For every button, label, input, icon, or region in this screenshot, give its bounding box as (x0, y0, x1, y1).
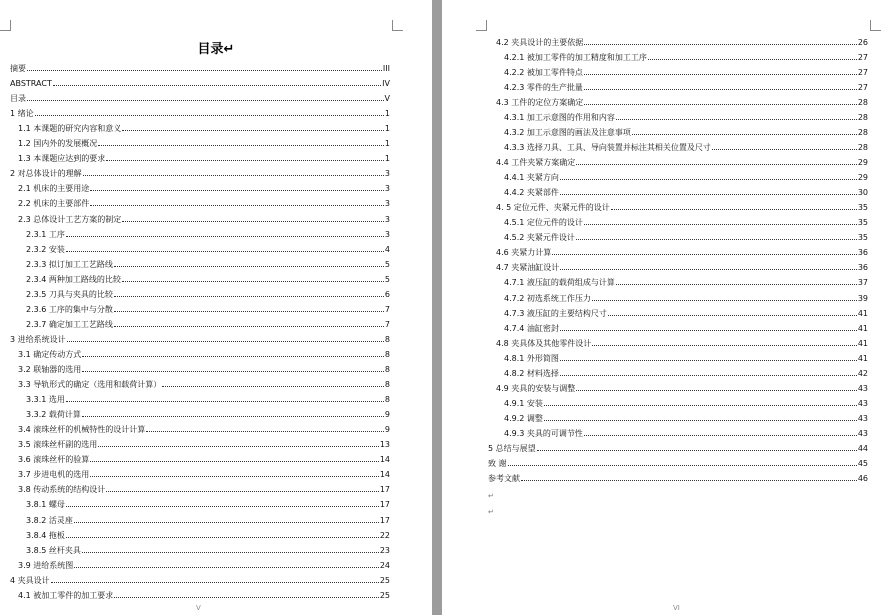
toc-entry-page-number: 43 (857, 398, 868, 408)
toc-entry-label: 4.2.3 零件的生产批量 (504, 83, 583, 93)
toc-entry-page-number: 41 (857, 353, 868, 363)
toc-leader-dots (106, 160, 384, 161)
crop-mark-top-right (870, 20, 881, 31)
toc-entry-label: 4.6 夹紧力计算 (496, 248, 552, 258)
toc-entry-label: 4.9.1 安装 (504, 398, 543, 408)
toc-entry[interactable] (496, 203, 868, 213)
toc-leader-dots (560, 194, 857, 195)
toc-entry-page-number: 26 (857, 38, 868, 47)
toc-entry-label: 3.6 滚珠丝杆的验算 (18, 455, 90, 465)
toc-leader-dots (106, 491, 379, 492)
toc-entry-page-number: 14 (379, 470, 390, 480)
toc-entry[interactable] (504, 278, 868, 288)
toc-entry-page-number: 1 (384, 109, 390, 119)
toc-entry-page-number: 1 (384, 124, 390, 134)
toc-entry[interactable] (18, 154, 390, 164)
toc-leader-dots (114, 266, 384, 267)
toc-entry[interactable] (26, 410, 390, 420)
toc-entry-label: 4.8.1 外形简图 (504, 353, 559, 363)
toc-entry[interactable] (18, 591, 390, 601)
toc-entry[interactable] (18, 199, 390, 209)
toc-entry[interactable] (496, 339, 868, 349)
toc-entry[interactable] (10, 335, 390, 345)
toc-leader-dots (98, 145, 384, 146)
toc-entry-page-number: 28 (857, 98, 868, 108)
toc-entry-label: 2.3 总体设计工艺方案的制定 (18, 214, 122, 224)
toc-entry[interactable] (18, 184, 390, 194)
toc-entry-label: 2.2 机床的主要部件 (18, 199, 90, 209)
toc-leader-dots (560, 179, 857, 180)
toc-entry-page-number: 41 (857, 323, 868, 333)
toc-entry[interactable] (18, 350, 390, 360)
toc-leader-dots (608, 315, 857, 316)
toc-entry[interactable] (26, 546, 390, 556)
toc-entry[interactable] (10, 64, 390, 74)
toc-entry-label: 5 总结与展望 (488, 443, 536, 453)
toc-entry[interactable] (496, 158, 868, 168)
toc-entry[interactable] (496, 384, 868, 394)
toc-entry[interactable] (26, 245, 390, 255)
toc-entry-page-number: 43 (857, 383, 868, 393)
toc-entry-page-number: 17 (379, 500, 390, 510)
toc-entry-page-number: 35 (857, 233, 868, 243)
toc-entry-page-number: 29 (857, 173, 868, 183)
toc-entry-label: 目录 (10, 94, 26, 104)
toc-leader-dots (560, 360, 857, 361)
toc-entry[interactable] (504, 188, 868, 198)
toc-entry[interactable] (26, 230, 390, 240)
toc-entry[interactable] (18, 561, 390, 571)
toc-entry-page-number: 43 (857, 428, 868, 438)
toc-entry[interactable] (10, 169, 390, 179)
toc-entry[interactable] (504, 218, 868, 228)
toc-leader-dots (544, 405, 857, 406)
toc-entry[interactable] (26, 275, 390, 285)
toc-leader-dots (98, 446, 379, 447)
toc-entry[interactable] (26, 290, 390, 300)
toc-leader-dots (592, 300, 857, 301)
toc-entry-page-number: 7 (384, 304, 390, 314)
toc-leader-dots (712, 149, 857, 150)
toc-leader-dots (114, 296, 384, 297)
toc-entry-label: 4.7.4 油缸密封 (504, 323, 559, 333)
toc-entry[interactable] (26, 320, 390, 330)
toc-leader-dots (27, 70, 382, 71)
toc-leader-dots (537, 450, 857, 451)
toc-entry-label: 3.5 滚珠丝杆副的选用 (18, 440, 98, 450)
toc-entry[interactable] (504, 143, 868, 153)
toc-entry-label: 摘要 (10, 64, 26, 73)
toc-entry-label: 4.2 夹具设计的主要依据 (496, 38, 584, 47)
toc-entry-label: 1.1 本课题的研究内容和意义 (18, 124, 122, 134)
toc-entry[interactable] (10, 94, 390, 104)
toc-entry-page-number: 29 (857, 158, 868, 168)
toc-entry-page-number: 27 (857, 53, 868, 63)
toc-entry-label: 4.5.2 夹紧元件设计 (504, 233, 575, 243)
toc-entry-page-number: 28 (857, 128, 868, 138)
paragraph-mark: ↵ (488, 508, 494, 516)
toc-entry[interactable] (26, 395, 390, 405)
toc-entry-page-number: 37 (857, 278, 868, 288)
toc-entry-page-number: 28 (857, 113, 868, 123)
toc-entry-page-number: 41 (857, 308, 868, 318)
toc-entry-label: 4.9 夹具的安装与调整 (496, 383, 576, 393)
toc-entry-label: 3.2 联轴器的选用 (18, 365, 82, 374)
toc-entry-label: 4.4 工件夹紧方案确定 (496, 158, 576, 168)
toc-leader-dots (114, 597, 379, 598)
toc-entry-page-number: 8 (384, 365, 390, 374)
toc-entry-page-number: III (382, 64, 390, 73)
toc-entry[interactable] (504, 294, 868, 304)
toc-entry[interactable] (18, 139, 390, 149)
toc-entry-label: 4.4.1 夹紧方向 (504, 173, 559, 183)
toc-entry[interactable] (18, 470, 390, 480)
toc-entry-label: 3.4 滚珠丝杆的机械特性的设计计算 (18, 425, 146, 435)
toc-entry[interactable] (18, 485, 390, 495)
toc-entry-page-number: 7 (384, 319, 390, 329)
toc-leader-dots (616, 284, 857, 285)
toc-entry[interactable] (504, 68, 868, 78)
toc-entry-page-number: 8 (384, 334, 390, 344)
toc-leader-dots (82, 552, 379, 553)
toc-entry-page-number: 8 (384, 349, 390, 359)
toc-entry-label: 4.3 工件的定位方案确定 (496, 98, 584, 108)
toc-entry-label: 4.1 被加工零件的加工要求 (18, 590, 114, 600)
toc-leader-dots (83, 175, 384, 176)
toc-entry-label: 4.8.2 材料选择 (504, 368, 559, 378)
toc-entry-page-number: 43 (857, 413, 868, 423)
toc-entry-page-number: 42 (857, 368, 868, 378)
toc-leader-dots (66, 537, 379, 538)
toc-entry-page-number: 41 (857, 338, 868, 348)
toc-entry-label: 4.7.1 液压缸的载荷组成与计算 (504, 278, 615, 288)
toc-leader-dots (560, 330, 857, 331)
toc-entry-page-number: 1 (384, 154, 390, 164)
toc-leader-dots (114, 326, 384, 327)
toc-entry-label: 2.3.1 工序 (26, 229, 65, 239)
toc-entry-label: 2.3.2 安装 (26, 244, 65, 254)
toc-leader-dots (584, 74, 857, 75)
toc-entry-page-number: 35 (857, 218, 868, 228)
toc-entry-page-number: 30 (857, 188, 868, 198)
toc-entry-page-number: 17 (379, 485, 390, 495)
toc-entry-label: 3.8 传动系统的结构设计 (18, 485, 106, 495)
toc-entry-label: 3.7 步进电机的选用 (18, 470, 90, 480)
toc-leader-dots (122, 221, 384, 222)
toc-entry-label: 4.7 夹紧油缸设计 (496, 263, 560, 273)
toc-leader-dots (74, 567, 379, 568)
toc-entry-label: 4.9.3 夹具的可调节性 (504, 428, 583, 438)
toc-entry-label: 4.8 夹具体及其他零件设计 (496, 338, 592, 348)
toc-leader-dots (53, 85, 381, 86)
toc-leader-dots (146, 431, 384, 432)
toc-entry[interactable] (504, 354, 868, 364)
toc-entry-page-number: 44 (857, 443, 868, 453)
toc-leader-dots (592, 345, 857, 346)
toc-entry[interactable] (488, 459, 868, 469)
toc-leader-dots (82, 416, 384, 417)
toc-entry-label: 3.8.1 螺母 (26, 500, 65, 510)
toc-entry-page-number: 45 (857, 458, 868, 468)
toc-entry-page-number: 3 (384, 169, 390, 179)
toc-entry-label: 2.3.6 工序的集中与分散 (26, 304, 113, 314)
toc-entry-page-number: 36 (857, 248, 868, 258)
toc-leader-dots (27, 100, 384, 101)
toc-leader-dots (90, 476, 379, 477)
toc-entry-label: 3 进给系统设计 (10, 334, 66, 344)
toc-entry-label: 2.3.3 拟订加工工艺路线 (26, 259, 113, 269)
document-page-right (442, 0, 888, 615)
toc-entry-page-number: 6 (384, 289, 390, 299)
toc-entry[interactable] (18, 455, 390, 465)
toc-entry-label: 4. 5 定位元件、夹紧元件的设计 (496, 203, 610, 213)
toc-entry[interactable] (18, 365, 390, 375)
toc-entry-label: 3.8.4 拖板 (26, 530, 65, 540)
toc-entry[interactable] (504, 128, 868, 138)
toc-entry[interactable] (504, 369, 868, 379)
toc-entry[interactable] (488, 444, 868, 454)
toc-entry-label: 参考文献 (488, 473, 520, 483)
crop-mark-top-left (476, 20, 487, 31)
toc-leader-dots (66, 506, 379, 507)
toc-leader-dots (584, 44, 857, 45)
toc-entry-page-number: 3 (384, 199, 390, 209)
toc-entry-page-number: 27 (857, 83, 868, 93)
toc-entry-label: 2.3.4 两种加工路线的比较 (26, 274, 121, 284)
toc-entry[interactable] (504, 429, 868, 439)
toc-entry-page-number: 9 (384, 410, 390, 420)
toc-entry-page-number: 1 (384, 139, 390, 149)
toc-entry-page-number: 9 (384, 425, 390, 435)
toc-leader-dots (521, 480, 857, 481)
toc-entry[interactable] (18, 425, 390, 435)
toc-entry-label: 3.1 确定传动方式 (18, 349, 82, 359)
toc-entry-page-number: 3 (384, 229, 390, 239)
toc-entry[interactable] (26, 305, 390, 315)
toc-entry[interactable] (10, 79, 390, 89)
toc-leader-dots (82, 371, 384, 372)
toc-entry[interactable] (26, 500, 390, 510)
toc-entry[interactable] (504, 324, 868, 334)
toc-entry[interactable] (26, 531, 390, 541)
toc-entry-page-number: 27 (857, 68, 868, 78)
toc-entry-label: 4.3.1 加工示意图的作用和内容 (504, 113, 615, 123)
toc-leader-dots (616, 119, 857, 120)
toc-entry-page-number: 4 (384, 244, 390, 254)
toc-leader-dots (632, 134, 857, 135)
toc-entry-label: 2.3.7 确定加工工艺路线 (26, 319, 113, 329)
toc-entry-label: 2 对总体设计的理解 (10, 169, 82, 179)
toc-entry-label: 4.3.3 选择刀具、工具、导向装置并标注其相关位置及尺寸 (504, 143, 711, 153)
toc-entry[interactable] (504, 309, 868, 319)
toc-entry[interactable] (496, 263, 868, 273)
toc-entry-label: 4.2.1 被加工零件的加工精度和加工工序 (504, 53, 647, 63)
toc-entry-page-number: 28 (857, 143, 868, 153)
toc-entry[interactable] (504, 53, 868, 63)
toc-title: 目录↵ (197, 42, 235, 57)
toc-entry[interactable] (26, 516, 390, 526)
toc-entry-page-number: 5 (384, 259, 390, 269)
toc-leader-dots (560, 269, 857, 270)
toc-leader-dots (122, 281, 384, 282)
toc-entry-page-number: 23 (379, 545, 390, 555)
toc-entry-label: 1.3 本课题应达到的要求 (18, 154, 106, 164)
toc-entry[interactable] (18, 440, 390, 450)
toc-entry-page-number: 24 (379, 560, 390, 570)
toc-leader-dots (584, 224, 857, 225)
toc-entry-label: 1 绪论 (10, 109, 34, 119)
toc-entry-label: 3.9 进给系统图 (18, 560, 74, 570)
toc-entry-page-number: V (384, 94, 390, 104)
toc-leader-dots (67, 341, 384, 342)
toc-entry[interactable] (10, 576, 390, 586)
toc-entry-label: 2.1 机床的主要用途 (18, 184, 90, 194)
toc-leader-dots (35, 115, 384, 116)
toc-entry-label: 1.2 国内外的发展概况 (18, 139, 98, 149)
toc-leader-dots (648, 59, 857, 60)
toc-entry[interactable] (496, 98, 868, 108)
toc-leader-dots (51, 582, 379, 583)
toc-entry-page-number: 39 (857, 293, 868, 303)
toc-leader-dots (611, 209, 857, 210)
toc-entry-page-number: 3 (384, 184, 390, 194)
crop-mark-top-left (0, 20, 11, 31)
toc-entry-label: 3.3 导轨形式的确定（选用和载荷计算） (18, 380, 162, 390)
toc-entry-page-number: 25 (379, 590, 390, 600)
toc-entry-label: 4.4.2 夹紧部件 (504, 188, 559, 198)
toc-entry-page-number: 14 (379, 455, 390, 465)
toc-entry-page-number: 3 (384, 214, 390, 224)
paragraph-mark: ↵ (488, 492, 494, 500)
toc-entry[interactable] (26, 260, 390, 270)
toc-entry[interactable] (18, 380, 390, 390)
toc-entry-page-number: 8 (384, 380, 390, 390)
toc-entry[interactable] (496, 248, 868, 258)
toc-entry-page-number: 22 (379, 530, 390, 540)
toc-leader-dots (122, 130, 384, 131)
toc-leader-dots (584, 104, 857, 105)
toc-entry[interactable] (488, 474, 868, 484)
toc-entry-page-number: 8 (384, 395, 390, 405)
toc-entry-page-number: IV (382, 79, 390, 89)
toc-leader-dots (114, 311, 384, 312)
toc-leader-dots (508, 465, 857, 466)
toc-leader-dots (74, 522, 379, 523)
toc-leader-dots (552, 254, 857, 255)
toc-entry-label: 4.3.2 加工示意图的画法及注意事项 (504, 128, 631, 138)
toc-leader-dots (66, 401, 384, 402)
toc-leader-dots (66, 251, 384, 252)
toc-entry[interactable] (18, 124, 390, 134)
toc-leader-dots (576, 164, 857, 165)
toc-leader-dots (82, 356, 384, 357)
toc-entry[interactable] (504, 414, 868, 424)
toc-entry-label: ABSTRACT (10, 79, 52, 89)
page-number-footer: V (196, 604, 201, 612)
toc-leader-dots (576, 390, 857, 391)
toc-leader-dots (66, 236, 384, 237)
toc-entry-page-number: 36 (857, 263, 868, 273)
toc-entry[interactable] (18, 215, 390, 225)
toc-entry-label: 3.3.2 载荷计算 (26, 410, 81, 420)
document-page-left (0, 0, 432, 615)
toc-entry[interactable] (504, 173, 868, 183)
toc-entry-label: 3.8.5 丝杆夹具 (26, 545, 81, 555)
toc-leader-dots (584, 435, 857, 436)
toc-entry-label: 4.5.1 定位元件的设计 (504, 218, 583, 228)
toc-entry-label: 4.7.3 液压缸的主要结构尺寸 (504, 308, 607, 318)
toc-leader-dots (544, 420, 857, 421)
toc-entry-page-number: 46 (857, 473, 868, 483)
toc-entry-page-number: 17 (379, 515, 390, 525)
toc-leader-dots (576, 239, 857, 240)
toc-leader-dots (584, 89, 857, 90)
toc-entry[interactable] (504, 113, 868, 123)
toc-entry-label: 4.2.2 被加工零件特点 (504, 68, 583, 78)
toc-entry[interactable] (504, 399, 868, 409)
toc-entry[interactable] (504, 83, 868, 93)
toc-entry-label: 4.9.2 调整 (504, 413, 543, 423)
toc-entry-label: 3.8.2 活灵座 (26, 515, 73, 525)
toc-leader-dots (90, 205, 384, 206)
toc-leader-dots (90, 461, 379, 462)
toc-entry-label: 4 夹具设计 (10, 575, 50, 585)
toc-entry-label: 2.3.5 刀具与夹具的比较 (26, 289, 113, 299)
toc-entry[interactable] (496, 38, 868, 48)
toc-entry-label: 3.3.1 选用 (26, 395, 65, 405)
toc-leader-dots (162, 386, 384, 387)
toc-entry-page-number: 13 (379, 440, 390, 450)
toc-entry-label: 致 谢 (488, 458, 507, 468)
toc-entry-page-number: 25 (379, 575, 390, 585)
crop-mark-top-right (392, 20, 403, 31)
toc-leader-dots (90, 190, 384, 191)
toc-entry[interactable] (504, 233, 868, 243)
page-number-footer: VI (673, 604, 680, 612)
toc-entry-page-number: 5 (384, 274, 390, 284)
toc-leader-dots (560, 375, 857, 376)
toc-entry-label: 4.7.2 初选系统工作压力 (504, 293, 591, 303)
toc-entry[interactable] (10, 109, 390, 119)
toc-entry-page-number: 35 (857, 203, 868, 213)
